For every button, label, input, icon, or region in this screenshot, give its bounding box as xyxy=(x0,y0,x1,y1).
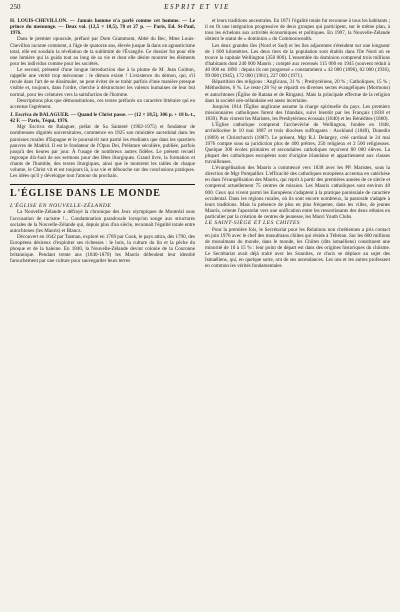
paragraph: Les deux grandes îles (Nord et Sud) et les îles adjacentes s'étendent sur une longueur de 1 600 kilomètres. Les deux tiers de la population sont établis dans l'île Nord où se trouve la capitale Wellington (350 000). L'ensemble du dominion comprend trois millions d'habitants dont 240 000 Maoris ; compté aux recensés 115 000 en 1945 (souvent réduit à 40 000 en 1896 : depuis ils ont progressé « constamment » 42 000 (1896), 82 000 (1936), 99 000 (1945), 172 000 (1961), 227 000 (1971). xyxy=(205,42,390,80)
running-title: ESPRIT ET VIE xyxy=(164,3,230,11)
page-number: 250 xyxy=(10,3,21,11)
paragraph: Jusqu'en 1814 l'Église anglicane assume la charge spirituelle du pays. Les premiers missionnaires catholiques furent des Irlandais, suivi bientôt par les Français (1838 et 1839). Puis vinrent les Maristes, les Presbytériens écossais (1840) et les Bénédites (1860). xyxy=(205,103,390,123)
right-column xyxy=(205,18,390,612)
paragraph: L'évangélisation des Maoris a commencé vers 1838 avec les PP. Maristes, sous la direction de Mgr Pompallier. L'efficacité des catholiques européens accentua en catéchèse en dans l'évangélisation des Maoris, qui reprit à partir des premières années de ce siècle et comprend actuellement 75 centres de mission. Les Maoris catholiques sont environ 48 000. Ceux qui vivent parmi les Européens s'adaptent à la pratique paroissiale de caractère occidental. Dans les régions rurales, où ils sont encore nombreux, la pastorale s'adapte à leurs traditions. Mais la présence de plus en plus fréquente, dans les villes, de jeunes Maoris, oriente l'apostolat vers une unification entre les ressortissants des deux ethnies en particulier par la création de centres de jeunesse, les Maori Youth Clubs. xyxy=(205,165,390,220)
text-columns xyxy=(10,18,390,612)
section-title: L'ÉGLISE DANS LE MONDE xyxy=(10,188,161,200)
book-review-1 xyxy=(10,18,195,110)
book-reference-1: H. LOUIS-CHEVILLON. — Jamais homme n'a parlé comme cet homme. — Le prince du mensonge. — Deux vol. (12,5 × 18,5), 78 et 27 p. — Paris, Ed. St-Paul, 1976. xyxy=(10,18,195,37)
paragraph: Découvert en 1642 par Tasman, exploré en 1769 par Cook, le pays attira, dès 1790, des Européens désireux d'exploiter ses richesses : le bois, la culture du lin et la pêche du phoque et de la baleine. En 1840, la Nouvelle-Zélande devint colonie de la Couronne britannique. Pendant trente ans (1840-1870) les Maoris défendent leur identité farouchement par une culture pour sauvegarder leurs terres xyxy=(10,234,195,265)
paragraph: et leurs traditions ancestrales. En 1871 l'égalité totale fut reconnue à tous les habitants ; il en fit une intégration progressive de deux groupes qui participent, sur le même plan, à tous les échelons aux activités économiques et politiques. En 1907, la Nouvelle-Zélande obtient le statut de « dominion » du Commonwealth. xyxy=(205,18,390,43)
section-divider xyxy=(10,184,195,185)
subsection-heading: LE SAINT-SIÈGE ET LES CHIITES xyxy=(205,220,301,227)
left-column xyxy=(10,18,195,612)
book-review-2 xyxy=(10,112,195,179)
paragraph: Pour la première fois, le Secrétariat pour les Relations non chrétiennes a pris contact en juin 1976 avec le chef des musulmans chiites qui réside à Téhéran. Sur les 600 millions de musulmans du monde, dans le monde, les Chiites (dits ismaéliens) constituent une minorité de 10 à 15 % : leur point de départ est dans des origines historiques du chiisme. Le Secrétariat avait déjà traité avec les Sunnites, ce choix se déplace au sujet des Ismaéliens, qui, en quelque sorte, ont de ses ascendances. Les uns et les autres professent en commun les vérités fondamentales xyxy=(205,226,390,270)
paragraph: Répartition des religions : Anglicans, 31 % ; Presbytériens, 20 % ; Catholiques, 15 % ; Méthodistes, 6 %. Le reste (28 %) se répartit en diverses sectes évangéliques (Mormons) et autochtones (Église de Ratana et de Ringatu). Mais la principale effectue de la religion dans la société néo-zélandaise est assez incertaine. xyxy=(205,79,390,104)
paragraph: Le second, présenté d'une longue introduction due à la plume de M. Jean Guitton, rappelle une vérité trop méconnue : le démon existe ! L'existence du démon, qui, s'il recule dans l'art de se dissimuler, ne peut éviter de se trahir parfois d'une manière presque visible et, toujours, dans l'ordre, cherche à déstructurer les valeurs humaines de leur but normal, pour les créatures vers la satisfaction de l'homme. xyxy=(10,67,195,98)
paragraph: Dans le premier opuscule, préfacé par Dom Grammont, Abbé du Bec, Mme Louis-Chevillon raconte comment, à l'âge de quatorze ans, élevée jusque là dans un agnosticisme total, elle est soudain la révélation de la sublimité de l'Évangile. Ce dossier fut pour elle une lumière qui la guida tout au long de sa vie et dont elle désire montrer les éléments pour les individus comme pour les sociétés. xyxy=(10,36,195,67)
paragraph: La Nouvelle-Zélande a défrayé la chronique des Jeux olympiques de Montréal sous l'accusation de racisme !... Condamnation paradoxale lorsqu'on songe aux structures sociales de la Nouvelle-Zélande qui, depuis plus d'un siècle, reconnaît l'égalité totale entre autochtones (les Maoris) et Blancs. xyxy=(10,209,195,234)
running-head xyxy=(10,3,390,14)
paragraph: Mgr Escriva de Balaguer, prélat de Sa Sainteté (1902-1975) et fondateur de nombreuses dignités universitaires, commence en 1925 son ministère sacerdotal dans les paroisses rurales d'Espagne et le poursuivit tant parmi les étudiants que dans les quartiers pauvres de Madrid. Il est le fondateur de l'Opus Dei, Prélature séculière, publiée, parfois jusqu'à des heures par jour. À l'usage de nombreux autres fidèles. Le présent recueil regroupe dix-huit de ses sermons pour des fêtes liturgiques. Grand livre, la formation et chants de l'humble, des textes liturgiques, ainsi que le montrent les tables de chaque volume, le Christ vit et est toujours là, à sa vie et débouche sur des conclusions pratiques. Les idées qu'il y développe tout l'amour du prochain. xyxy=(10,124,195,180)
paragraph: Descriptions plus que démonstrations, ces textes préfacés un caractère littéraire qui en accentue l'agrément. xyxy=(10,97,195,110)
subsection-heading: L'ÉGLISE EN NOUVELLE-ZÉLANDE xyxy=(10,203,112,210)
paragraph: L'Église catholique comprend l'archevêché de Wellington, fondée en 1848, archidiocèse le 10 mai 1887 et trois diocèses suffragants : Auckland (1848), Dunedin (1869) et Christchurch (1887). Le présent, Mgr R.J. Delargey, créé cardinal le 24 mai 1976 compte sous sa juridiction plus de 400 prêtres, 250 religieux et 2 500 religieuses. Quelque 300 écoles primaires et secondaires catholiques reçoivent 80 000 élèves. La plupart des catholiques européens sont d'origine irlandaise et appartiennent aux classes travailleuses. xyxy=(205,122,390,165)
book-reference-2: J. Escriva de BALAGUER. — Quand le Christ passe. — (12 × 18,5), 306 p. + 18 h.-t., 42 F. — Paris, Téqui, 1976. xyxy=(10,111,195,125)
